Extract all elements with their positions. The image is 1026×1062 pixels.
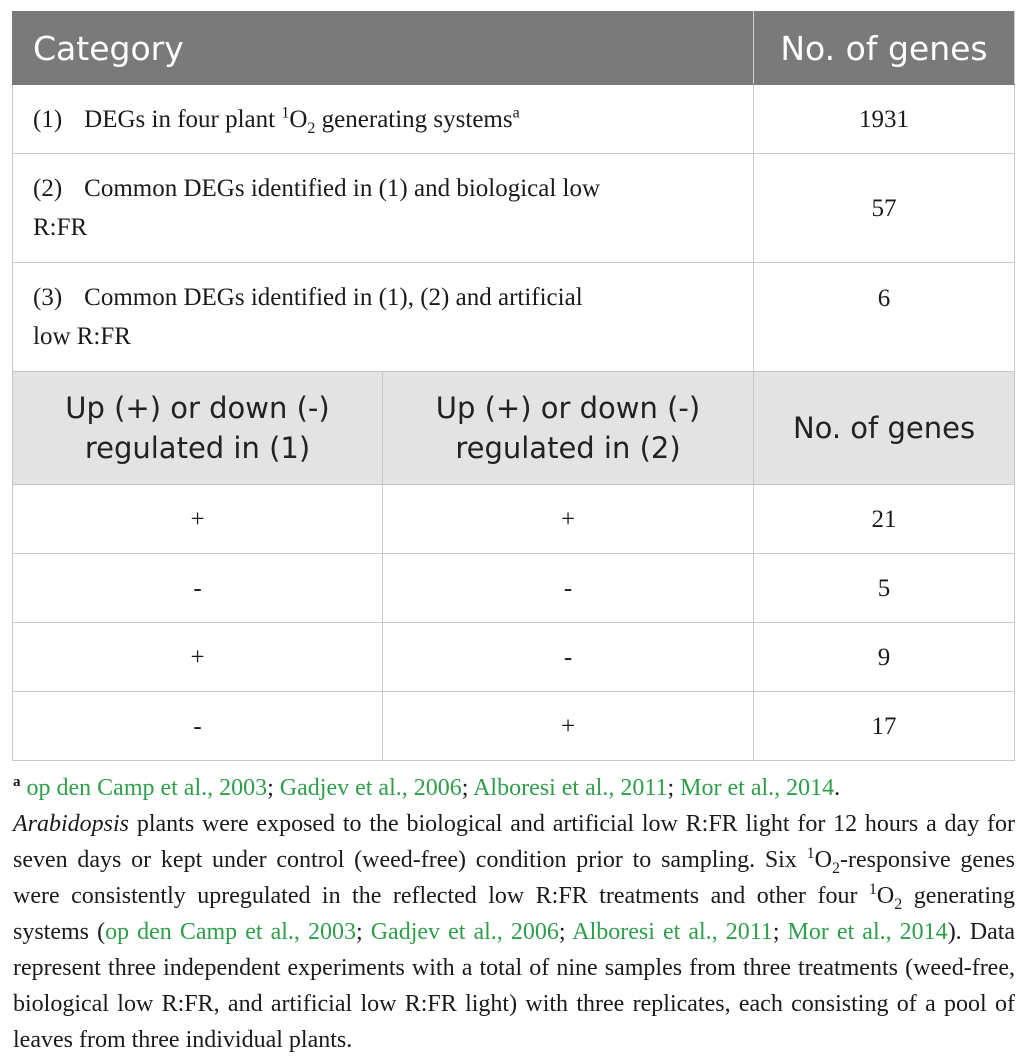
table-row [13,692,1015,761]
genes-subheader: No. of genes [754,372,1015,485]
category-cell: (1) DEGs in four plant $^1O_2$ generating systems$^a$ [13,85,754,154]
reference-link[interactable]: Mor et al., 2014 [680,775,835,801]
category-header: Category [13,12,754,85]
genes-header: No. of genes [754,12,1015,85]
reference-link[interactable]: Alboresi et al., 2011 [473,775,668,801]
reference-link[interactable]: op den Camp et al., 2003 [105,919,356,945]
reg1-cell: - [13,554,383,623]
table-header [13,12,1015,85]
footnote: $^a$ op den Camp et al., 2003; Gadjev et al., 2006; Alboresi et al., 2011; Mor et al., 2014. [13,774,841,801]
table-description: Arabidopsis plants were exposed to the biological and artificial low R:FR light for 12 hours a day for seven days or kept under control (weed-free) condition prior to sampling. Six $^1O_2$-responsive genes were consistently upregulated in the reflected low R:FR treatments and other four $^1O_2$ generating systems (op den Camp et al., 2003; Gadjev et al., 2006; Alboresi et al., 2011; Mor et al., 2014). Data represent three independent experiments with a total of nine samples from three treatments (weed-free, biological low R:FR, and artificial low R:FR light) with three replicates, each consisting of a pool of leaves from three individual plants. [13,811,1016,1053]
reference-link[interactable]: Mor et al., 2014 [787,919,948,945]
degs-table [12,11,1015,761]
count-cell: 5 [754,554,1015,623]
table-row [13,263,1015,372]
footnote-marker: a [13,774,21,790]
gene-count: 57 [754,154,1015,263]
table-row [13,485,1015,554]
reg1-cell: + [13,623,383,692]
count-cell: 21 [754,485,1015,554]
table-row [13,154,1015,263]
count-cell: 9 [754,623,1015,692]
table-row [13,85,1015,154]
reg2-cell: - [383,623,754,692]
reg2-cell: + [383,692,754,761]
table-row [13,554,1015,623]
count-cell: 17 [754,692,1015,761]
category-cell: (2) Common DEGs identified in (1) and biological low R:FR [13,154,754,263]
gene-count: 6 [754,263,1015,372]
regulated-2-header: Up (+) or down (-) regulated in (2) [383,372,754,485]
reference-link[interactable]: Gadjev et al., 2006 [279,775,462,801]
reference-link[interactable]: Gadjev et al., 2006 [370,919,559,945]
reg1-cell: + [13,485,383,554]
reg1-cell: - [13,692,383,761]
reg2-cell: - [383,554,754,623]
category-cell: (3) Common DEGs identified in (1), (2) and artificial low R:FR [13,263,754,372]
gene-count: 1931 [754,85,1015,154]
table-row [13,623,1015,692]
reference-link[interactable]: op den Camp et al., 2003 [26,775,268,801]
reference-link[interactable]: Alboresi et al., 2011 [572,919,773,945]
table-subheader [13,372,1015,485]
reg2-cell: + [383,485,754,554]
regulated-1-header: Up (+) or down (-) regulated in (1) [13,372,383,485]
